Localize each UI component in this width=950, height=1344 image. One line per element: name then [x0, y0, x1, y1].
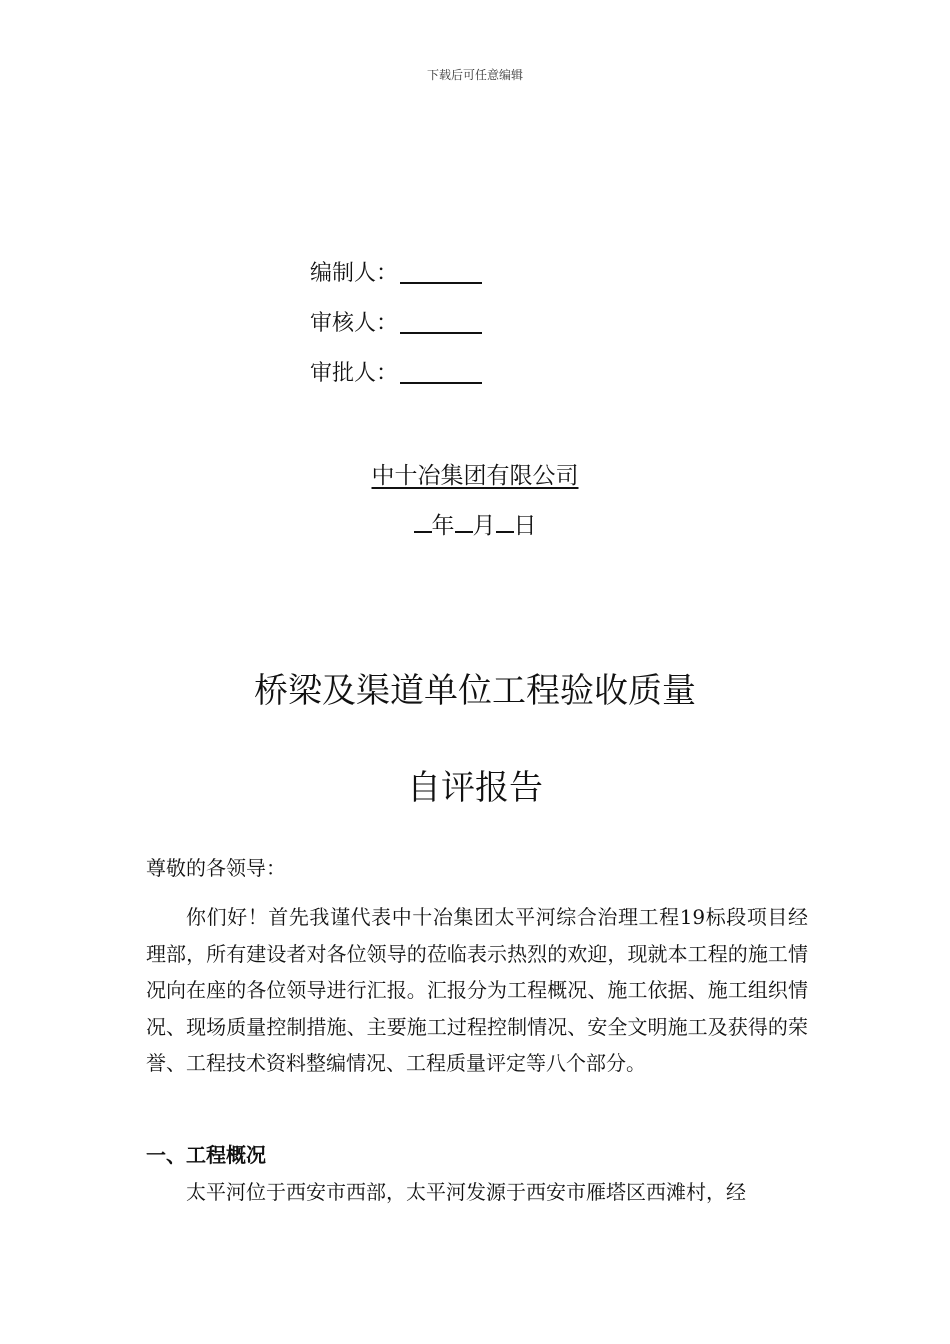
company-name	[0, 457, 950, 490]
date-blank-month	[455, 509, 473, 533]
document-title-line1: 桥梁及渠道单位工程验收质量	[254, 671, 696, 711]
signature-block	[310, 256, 482, 406]
signature-row-reviewer	[310, 306, 482, 356]
company-name-text: 中十冶集团有限公司	[371, 463, 579, 489]
signature-row-compiler	[310, 256, 482, 306]
signature-row-approver	[310, 356, 482, 406]
date-day-label: 日	[513, 513, 537, 539]
section-heading: 一、工程概况	[146, 1143, 266, 1167]
date-year-label: 年	[431, 513, 455, 539]
section-paragraph: 太平河位于西安市西部，太平河发源于西安市雁塔区西滩村，经	[186, 1180, 746, 1204]
document-title-line2: 自评报告	[407, 768, 543, 808]
greeting: 尊敬的各领导：	[146, 856, 286, 880]
signature-blank-line	[400, 256, 482, 284]
signature-label: 编制人：	[310, 261, 399, 286]
date-blank-day	[496, 509, 514, 533]
date-blank-year	[414, 509, 432, 533]
date-month-label: 月	[472, 513, 496, 539]
signature-label: 审批人：	[310, 361, 399, 386]
header-note: 下载后可任意编辑	[426, 68, 523, 82]
intro-paragraph: 你们好！首先我谨代表中十冶集团太平河综合治理工程19标段项目经理部，所有建设者对各位领导的莅临表示热烈的欢迎，现就本工程的施工情况向在座的各位领导进行汇报。汇报分为工程概况、施工依据、施工组织情况、现场质量控制措施、主要施工过程控制情况、安全文明施工及获得的荣誉、工程技术资料整编情况、工程质量评定等八个部分。	[146, 905, 808, 1075]
date-line	[0, 507, 950, 540]
signature-label: 审核人：	[310, 311, 399, 336]
signature-blank-line	[400, 356, 482, 384]
signature-blank-line	[400, 306, 482, 334]
